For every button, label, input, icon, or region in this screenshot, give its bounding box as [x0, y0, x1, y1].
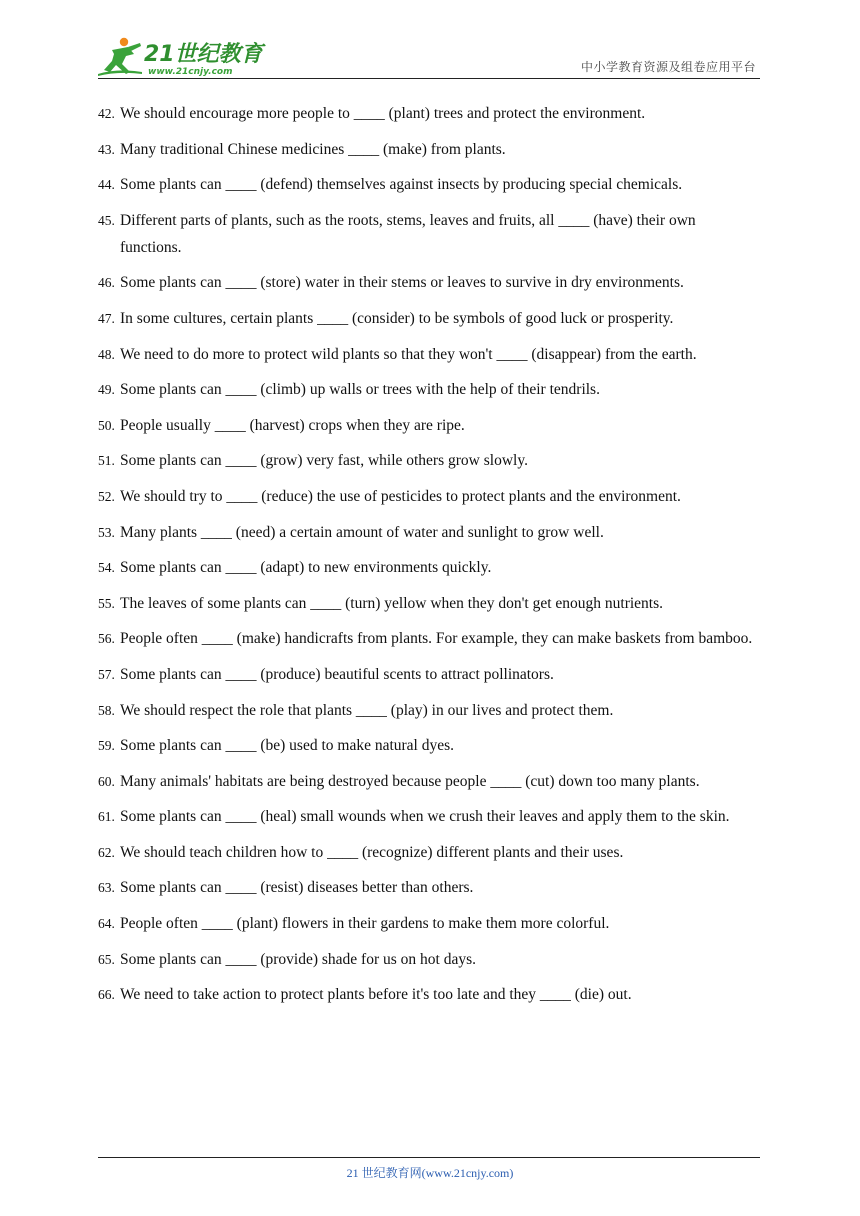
question-number: 60. [98, 773, 115, 789]
21cnjy-logo [98, 34, 268, 78]
question-item [98, 590, 760, 617]
question-item [98, 839, 760, 866]
question-item [98, 946, 760, 973]
question-number: 48. [98, 346, 115, 362]
question-text: People often ____ (make) handicrafts from plants. For example, they can make baskets from bamboo. [120, 630, 753, 648]
runner-icon [98, 38, 142, 76]
question-number: 63. [98, 880, 115, 896]
question-number: 53. [98, 524, 115, 540]
question-text: We should encourage more people to ____ (plant) trees and protect the environment. [120, 105, 646, 122]
question-text: In some cultures, certain plants ____ (consider) to be symbols of good luck or prosperity. [120, 309, 674, 327]
question-text: We should respect the role that plants ____ (play) in our lives and protect them. [120, 701, 614, 719]
question-text: Some plants can ____ (grow) very fast, while others grow slowly. [120, 452, 528, 470]
question-number: 54. [98, 560, 115, 576]
question-text: Many animals' habitats are being destroyed because people ____ (cut) down too many plants. [120, 772, 700, 790]
question-text: People usually ____ (harvest) crops when they are ripe. [120, 416, 465, 434]
question-item [98, 207, 760, 261]
question-text: Some plants can ____ (adapt) to new environments quickly. [120, 559, 492, 577]
question-item [98, 447, 760, 474]
question-item [98, 554, 760, 581]
question-text: Some plants can ____ (heal) small wounds when we crush their leaves and apply them to the skin. [120, 808, 730, 826]
question-text: The leaves of some plants can ____ (turn) yellow when they don't get enough nutrients. [120, 594, 664, 612]
question-text: We need to take action to protect plants before it's too late and they ____ (die) out. [120, 986, 632, 1004]
question-text: Some plants can ____ (store) water in their stems or leaves to survive in dry environments. [120, 274, 684, 292]
question-text: We should try to ____ (reduce) the use of pesticides to protect plants and the environment. [120, 487, 681, 505]
question-text: Some plants can ____ (climb) up walls or trees with the help of their tendrils. [120, 381, 600, 399]
question-item [98, 768, 760, 795]
footer-text: 21 世纪教育网(www.21cnjy.com) [346, 1166, 514, 1180]
question-number: 46. [98, 275, 115, 291]
question-item [98, 269, 760, 296]
question-item [98, 661, 760, 688]
question-number: 66. [98, 987, 115, 1003]
question-list [98, 100, 760, 1017]
question-text: Some plants can ____ (be) used to make natural dyes. [120, 737, 455, 755]
question-item [98, 625, 760, 652]
question-item [98, 981, 760, 1008]
question-text: Some plants can ____ (defend) themselves against insects by producing special chemicals. [120, 176, 683, 194]
question-number: 51. [98, 453, 115, 469]
question-text: People often ____ (plant) flowers in their gardens to make them more colorful. [120, 915, 610, 933]
question-text: We should teach children how to ____ (recognize) different plants and their uses. [120, 843, 624, 861]
question-number: 57. [98, 666, 115, 682]
question-item [98, 519, 760, 546]
question-item [98, 305, 760, 332]
question-number: 42. [98, 106, 115, 121]
question-text: Some plants can ____ (resist) diseases better than others. [120, 879, 474, 897]
question-number: 61. [98, 809, 115, 825]
question-text: Some plants can ____ (provide) shade for us on hot days. [120, 950, 477, 968]
question-item [98, 803, 760, 830]
question-item [98, 341, 760, 368]
platform-name: 中小学教育资源及组卷应用平台 [580, 60, 756, 74]
question-number: 49. [98, 382, 115, 398]
question-text: Many plants ____ (need) a certain amount of water and sunlight to grow well. [120, 523, 604, 541]
question-number: 43. [98, 141, 115, 157]
question-item [98, 171, 760, 198]
question-number: 58. [98, 702, 115, 718]
question-number: 50. [98, 417, 115, 433]
question-number: 52. [98, 488, 115, 504]
question-number: 55. [98, 595, 115, 611]
question-number: 44. [98, 177, 115, 193]
question-item [98, 732, 760, 759]
question-item [98, 483, 760, 510]
question-number: 45. [98, 212, 115, 228]
logo-url: www.21cnjy.com [148, 67, 233, 77]
footer-divider [98, 1157, 760, 1158]
question-number: 62. [98, 844, 115, 860]
page-header [98, 30, 760, 79]
question-number: 56. [98, 631, 115, 647]
question-text: Many traditional Chinese medicines ____ (make) from plants. [120, 140, 506, 158]
question-item [98, 697, 760, 724]
question-text: Different parts of plants, such as the roots, stems, leaves and fruits, all ____ (have) their own functions. [120, 211, 696, 256]
question-item [98, 874, 760, 901]
question-item [98, 412, 760, 439]
question-number: 64. [98, 916, 115, 932]
question-number: 59. [98, 738, 115, 754]
question-item [98, 100, 760, 127]
question-item [98, 136, 760, 163]
question-item [98, 376, 760, 403]
question-text: We need to do more to protect wild plants so that they won't ____ (disappear) from the earth. [120, 345, 697, 363]
question-text: Some plants can ____ (produce) beautiful scents to attract pollinators. [120, 665, 554, 683]
logo-text: 21世纪教育 [144, 42, 263, 67]
question-number: 47. [98, 310, 115, 326]
question-item [98, 910, 760, 937]
question-number: 65. [98, 951, 115, 967]
